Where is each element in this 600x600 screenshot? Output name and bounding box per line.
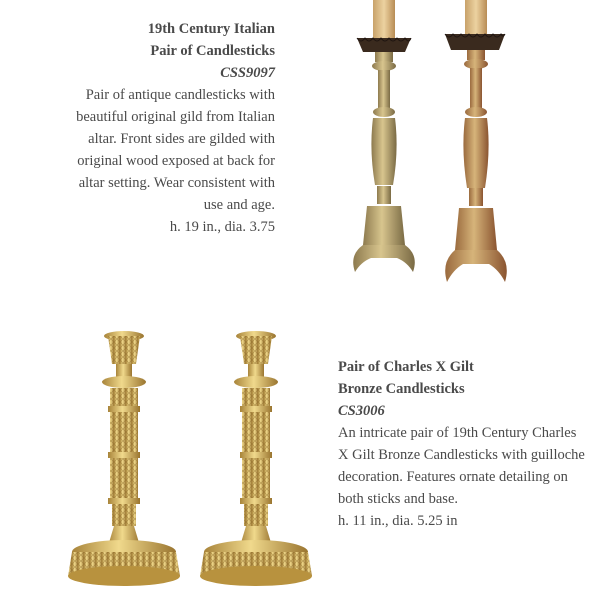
- item-2-description: An intricate pair of 19th Century Charles X Gilt Bronze Candlesticks with guilloche decoration. Features ornate detailing on both sticks and base.: [338, 425, 585, 507]
- item-1-text: [70, 18, 275, 238]
- item-2-code: CS3006: [338, 403, 385, 419]
- item-2-title-line1: Pair of Charles X Gilt: [338, 359, 474, 375]
- item-1-title-line1: 19th Century Italian: [147, 21, 275, 37]
- left-italian-candlestick: [353, 0, 415, 272]
- item-1-dimensions: h. 19 in., dia. 3.75: [169, 219, 275, 235]
- item-1-description: Pair of antique candlesticks with beautiful original gild from Italian altar. Front sides are gilded with original wood exposed at back for altar setting. Wear consistent with use and age.: [76, 87, 275, 213]
- item-2-text: [338, 356, 588, 532]
- right-italian-candlestick: [445, 0, 507, 282]
- right-bronze-candlestick: [200, 331, 312, 586]
- item-2-title-line2: Bronze Candlesticks: [338, 381, 465, 397]
- charles-x-candlesticks-image: [60, 330, 320, 598]
- italian-candlesticks-image: [345, 0, 525, 295]
- left-bronze-candlestick: [68, 331, 180, 586]
- item-1-code: CSS9097: [220, 65, 275, 81]
- item-2-dimensions: h. 11 in., dia. 5.25 in: [338, 513, 458, 529]
- item-1-title-line2: Pair of Candlesticks: [150, 43, 275, 59]
